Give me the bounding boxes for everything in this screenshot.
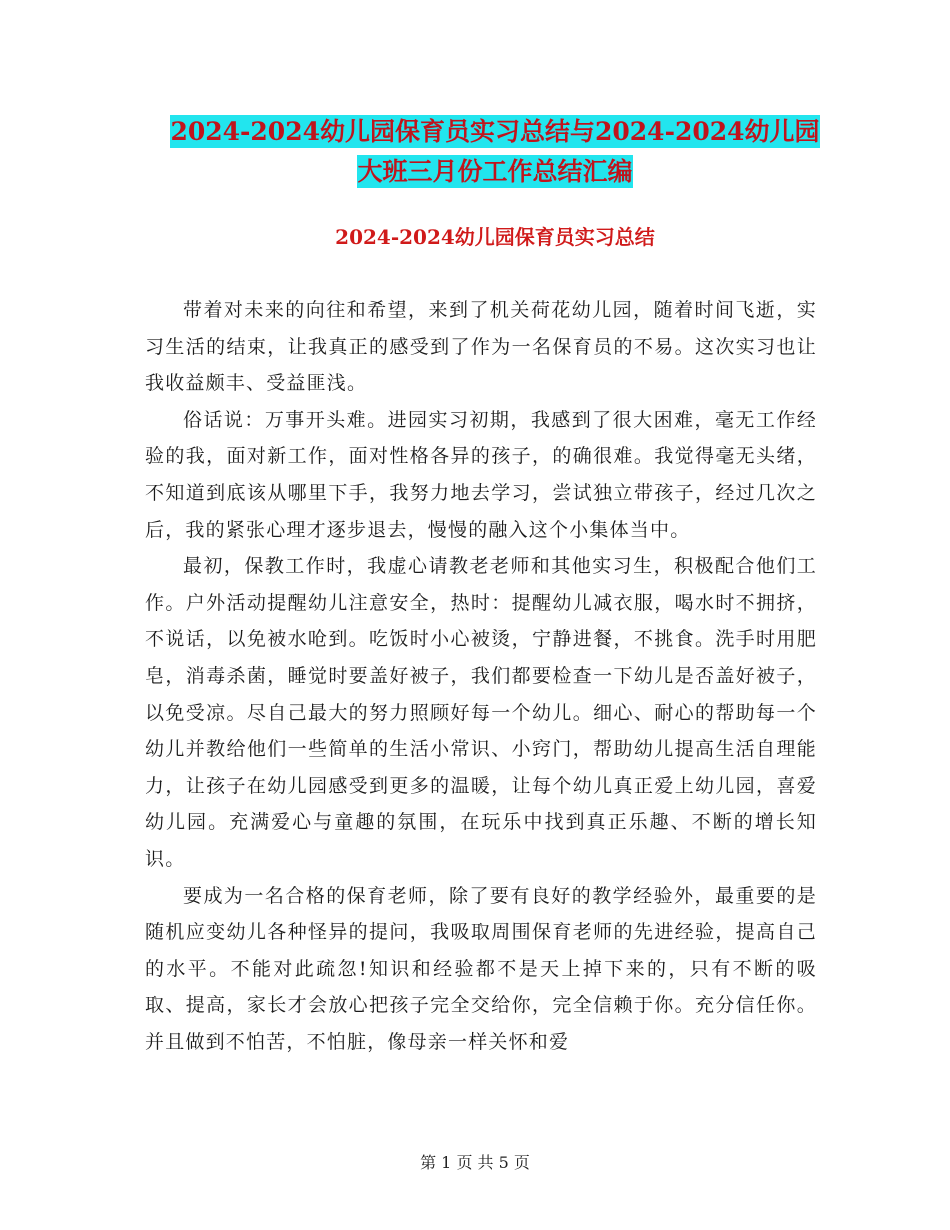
paragraph: 带着对未来的向往和希望，来到了机关荷花幼儿园，随着时间飞逝，实习生活的结束，让我真正的感受到了作为一名保育员的不易。这次实习也让我收益颇丰、受益匪浅。 xyxy=(145,299,817,395)
title-highlight: 大班三月份工作总结汇编 xyxy=(357,157,633,186)
title-highlight: 2024-2024幼儿园保育员实习总结与2024-2024幼儿园 xyxy=(170,117,820,146)
paragraph: 俗话说：万事开头难。进园实习初期，我感到了很大困难，毫无工作经验的我，面对新工作，面对性格各异的孩子，的确很难。我觉得毫无头绪，不知道到底该从哪里下手，我努力地去学习，尝试独立带孩子，经过几次之后，我的紧张心理才逐步退去，慢慢的融入这个小集体当中。 xyxy=(145,408,817,541)
document-title-line-1 xyxy=(140,112,850,152)
document-body xyxy=(145,292,817,1060)
section-title: 2024-2024幼儿园保育员实习总结 xyxy=(335,225,655,249)
page-footer: 第 1 页 共 5 页 xyxy=(420,1153,530,1172)
paragraph: 最初，保教工作时，我虚心请教老老师和其他实习生，积极配合他们工作。户外活动提醒幼儿注意安全，热时：提醒幼儿减衣服，喝水时不拥挤，不说话，以免被水呛到。吃饭时小心被烫，宁静进餐，不挑食。洗手时用肥皂，消毒杀菌，睡觉时要盖好被子，我们都要检查一下幼儿是否盖好被子，以免受凉。尽自己最大的努力照顾好每一个幼儿。细心、耐心的帮助每一个幼儿并教给他们一些简单的生活小常识、小窍门，帮助幼儿提高生活自理能力，让孩子在幼儿园感受到更多的温暖，让每个幼儿真正爱上幼儿园，喜爱幼儿园。充满爱心与童趣的氛围，在玩乐中找到真正乐趣、不断的增长知识。 xyxy=(145,555,817,870)
document-title-line-2 xyxy=(140,152,850,192)
paragraph: 要成为一名合格的保育老师，除了要有良好的教学经验外，最重要的是随机应变幼儿各种怪异的提问，我吸取周围保育老师的先进经验，提高自己的水平。不能对此疏忽!知识和经验都不是天上掉下来的，只有不断的吸取、提高，家长才会放心把孩子完全交给你，完全信赖于你。充分信任你。并且做到不怕苦，不怕脏，像母亲一样关怀和爱 xyxy=(145,884,817,1053)
